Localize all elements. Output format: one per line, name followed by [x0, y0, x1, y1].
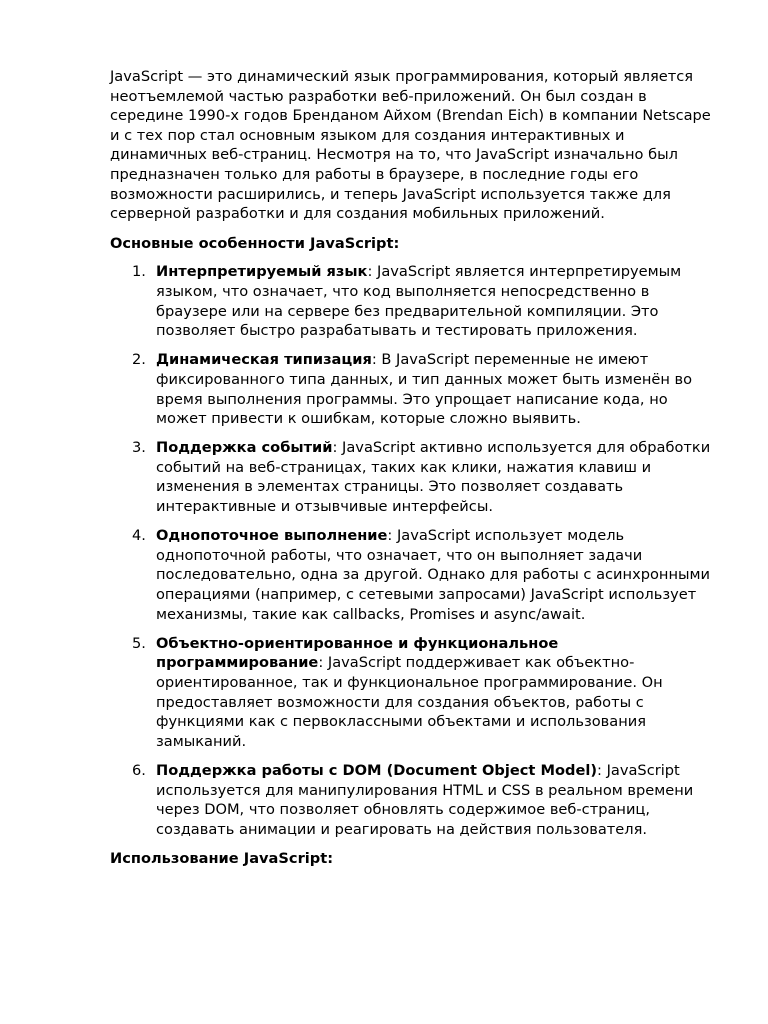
list-item-term: Поддержка работы с DOM (Document Object Model): [156, 761, 598, 779]
list-item-term: Динамическая типизация: [156, 351, 372, 369]
list-item: [110, 634, 712, 752]
features-list: [110, 262, 712, 839]
list-item-number: 2.: [132, 351, 146, 369]
list-item-number: 3.: [132, 439, 146, 457]
intro-paragraph: JavaScript — это динамический язык программирования, который является неотъемлемой частью разработки веб-приложений. Он был создан в середине 1990-х годов Бренданом Айхом (Brendan Eich) в компании Netscape и с тех пор стал основным языком для создания интерактивных и динамичных веб-страниц. Несмотря на то, что JavaScript изначально был предназначен только для работы в браузере, в последние годы его возможности расширились, и теперь JavaScript используется также для серверной разработки и для создания мобильных приложений.: [110, 68, 711, 223]
list-item: [110, 350, 712, 428]
list-item-text: : JavaScript поддерживает как объектно-ориентированное, так и функциональное программирование. Он предоставляет возможности для создания объектов, работы с функциями как с первоклассными объектами и использования замыканий.: [156, 654, 663, 750]
list-item-term: Интерпретируемый язык: [156, 263, 368, 281]
list-item-number: 1.: [132, 263, 146, 281]
list-item: [110, 438, 712, 516]
list-item-term: Однопоточное выполнение: [156, 527, 388, 545]
list-item-term: Объектно-ориентированное и функциональное программирование: [156, 634, 559, 672]
list-item-text: : JavaScript активно используется для обработки событий на веб-страницах, таких как клики, нажатия клавиш и изменения в элементах страницы. Это позволяет создавать интерактивные и отзывчивые интерфейсы.: [156, 439, 711, 516]
list-item-number: 4.: [132, 527, 146, 545]
list-item-number: 5.: [132, 634, 146, 652]
list-item-text: : В JavaScript переменные не имеют фиксированного типа данных, и тип данных может быть изменён во время выполнения программы. Это упрощает написание кода, но может привести к ошибкам, которые сложно выявить.: [156, 351, 693, 428]
usage-heading: Использование JavaScript:: [110, 849, 334, 867]
features-heading: Основные особенности JavaScript:: [110, 234, 400, 252]
list-item-text: : JavaScript используется для манипулирования HTML и CSS в реальном времени через DOM, что позволяет обновлять содержимое веб-страниц, создавать анимации и реагировать на действия пользователя.: [156, 761, 694, 838]
list-item-text: : JavaScript использует модель однопоточной работы, что означает, что он выполняет задачи последовательно, одна за другой. Однако для работы с асинхронными операциями (например, с сетевыми запросами) JavaScript использует механизмы, такие как callbacks, Promises и async/await.: [156, 527, 711, 623]
list-item: [110, 526, 712, 624]
list-item: [110, 262, 712, 340]
list-item-number: 6.: [132, 761, 146, 779]
list-item: [110, 761, 712, 839]
list-item-term: Поддержка событий: [156, 439, 333, 457]
list-item-text: : JavaScript является интерпретируемым языком, что означает, что код выполняется непосредственно в браузере или на сервере без предварительной компиляции. Это позволяет быстро разрабатывать и тестировать приложения.: [156, 263, 682, 340]
